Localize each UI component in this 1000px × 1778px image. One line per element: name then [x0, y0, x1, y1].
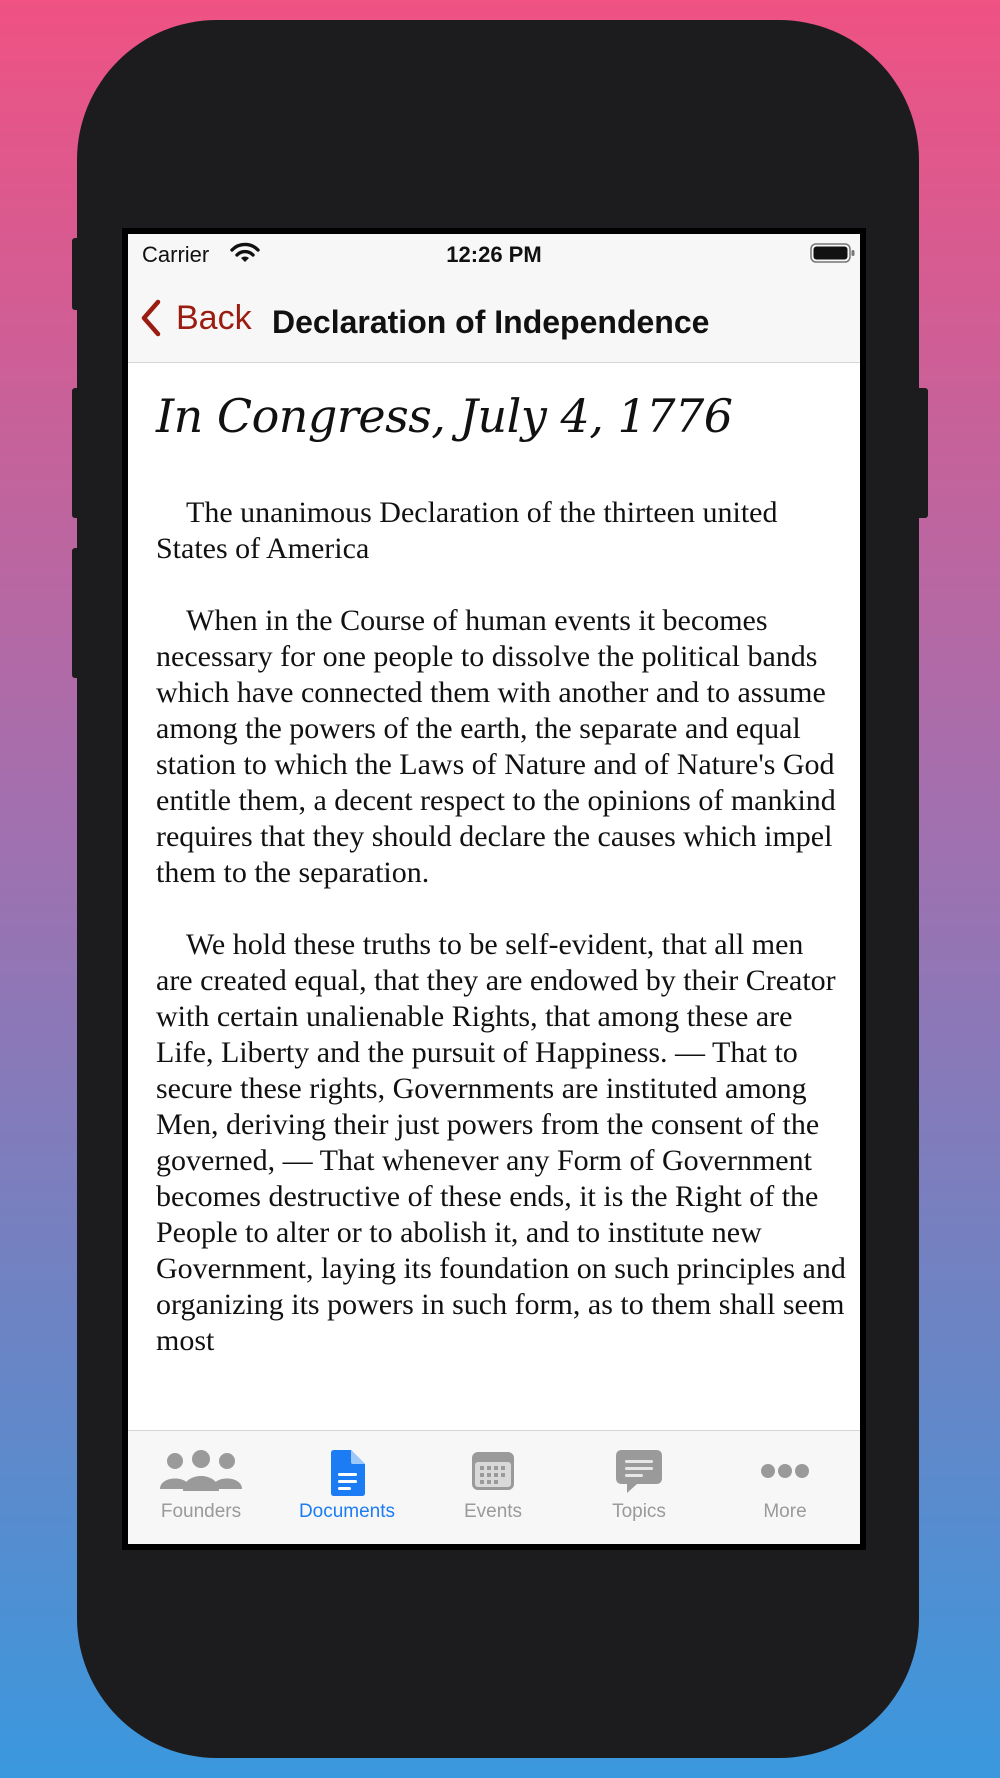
- document-body: [156, 495, 846, 1395]
- status-bar: [128, 234, 860, 274]
- carrier-label: Carrier: [142, 242, 210, 267]
- side-button-volume-down: [72, 548, 84, 678]
- app-screen: [128, 234, 860, 1544]
- tab-label: Topics: [612, 1501, 666, 1522]
- tab-events[interactable]: [420, 1431, 566, 1544]
- tab-documents[interactable]: [274, 1431, 420, 1544]
- chevron-left-icon: [140, 299, 162, 337]
- chat-bubble-icon: [615, 1449, 663, 1495]
- page-title: Declaration of Independence: [272, 304, 710, 340]
- side-button-power: [912, 388, 928, 518]
- tab-founders[interactable]: [128, 1431, 274, 1544]
- tab-label: Events: [463, 1501, 523, 1522]
- back-label: Back: [176, 298, 252, 337]
- back-button[interactable]: [140, 296, 252, 340]
- document-paragraph: When in the Course of human events it becomes necessary for one people to dissolve the political bands which have connected them with another and to assume among the powers of the earth, the separate and equal station to which the Laws of Nature and of Nature's God entitle them, a decent respect to the opinions of mankind requires that they should declare the causes which impel them to the separation.: [156, 604, 836, 889]
- more-dots-icon: [760, 1449, 810, 1493]
- tab-bar: [128, 1430, 860, 1544]
- screen: [122, 228, 866, 1550]
- document-paragraph: We hold these truths to be self-evident, that all men are created equal, that they are endowed by their Creator with certain unalienable Rights, that among these are Life, Liberty and the pursuit of Happiness. — That to secure these rights, Governments are instituted among Men, deriving their just powers from the consent of the governed, — That whenever any Form of Government becomes destructive of these ends, it is the Right of the People to alter or to abolish it, and to institute new Government, laying its foundation on such principles and organizing its powers in such form, as to them shall seem most: [156, 928, 846, 1357]
- navigation-bar: [128, 274, 860, 363]
- tab-label: Founders: [160, 1501, 242, 1522]
- battery-icon: [810, 242, 856, 270]
- document-icon: [327, 1449, 367, 1497]
- document-heading: In Congress, July 4, 1776: [156, 389, 733, 443]
- document-content[interactable]: [128, 363, 860, 1430]
- tab-label: More: [763, 1501, 807, 1522]
- side-button-mute: [72, 238, 84, 310]
- tab-more[interactable]: [712, 1431, 858, 1544]
- calendar-icon: [471, 1449, 515, 1491]
- clock-time: 12:26 PM: [446, 242, 542, 267]
- side-button-volume-up: [72, 388, 84, 518]
- people-icon: [159, 1449, 243, 1493]
- tab-topics[interactable]: [566, 1431, 712, 1544]
- tab-label: Documents: [298, 1501, 396, 1522]
- document-paragraph: The unanimous Declaration of the thirteen united States of America: [156, 496, 778, 565]
